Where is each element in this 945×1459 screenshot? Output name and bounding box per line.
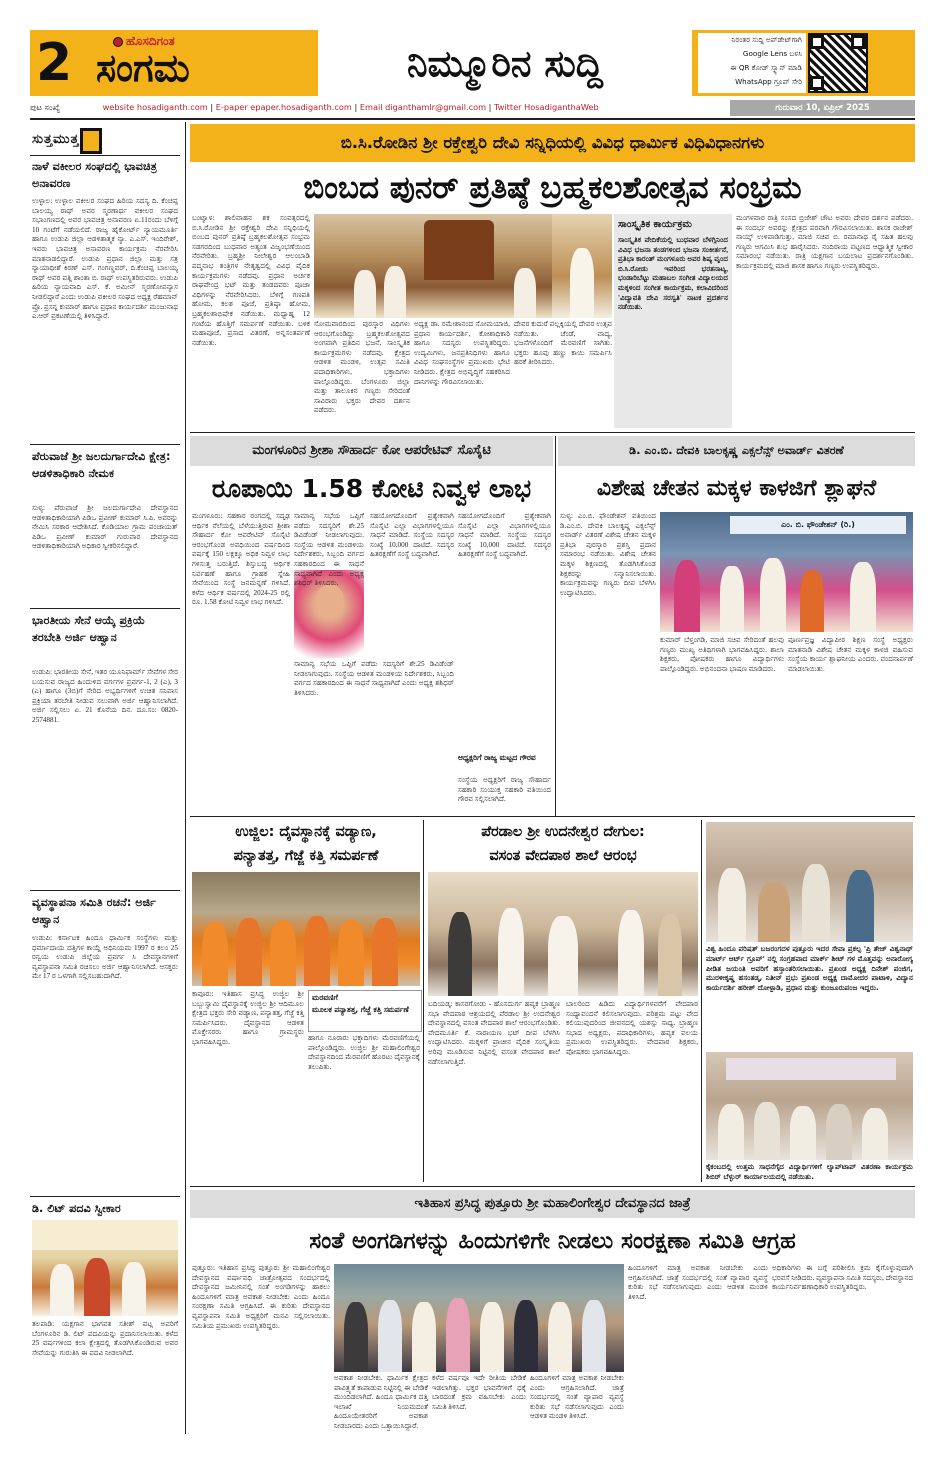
person-figure xyxy=(50,1264,74,1316)
person-figure xyxy=(760,558,786,632)
divider xyxy=(30,155,180,156)
lead-col-4: ದೇವರ ಕುದುರೆ ಪಲ್ಲಕ್ಕಿಯಲ್ಲಿ ದೇವರ ಉತ್ಸವ ನಡೆಯಿತು. ಚೆಂಡೆ, ವಾದ್ಯ, ಭಜನೆಗಳೊಂದಿಗೆ ಮೆರವಣಿಗೆ ಸಾಗಿತು. ಭಕ್ತರು ಹೂವು ಹಣ್ಣು ಕಾಯಿ ಸಮರ್ಪಿಸಿ ಹರಕೆ ತೀರಿಸಿದರು. xyxy=(514,320,612,367)
person-figure xyxy=(448,912,472,996)
brand-big: ಸಂಗಮ xyxy=(96,46,190,90)
sidebar-body: ತಲಪಾಡಿ: ಯಕ್ಷಗಾನ ಭಾಗವತ ಸತೀಶ್ ಪಟ್ಲ ಅವರಿಗೆ ಬೆಂಗಳೂರಿನ ಡಿ. ಲಿಟ್ ಪದವಿಯನ್ನು ಪ್ರದಾನಿಸಲಾಯಿತು. ಕಳೆದ 25 ವರ್ಷಗಳಿಂದ ಕಲಾ ಕ್ಷೇತ್ರದಲ್ಲಿ ತೊಡಗಿಸಿಕೊಂಡಿರುವ ಅವರ ಸೇವೆಯನ್ನು ಗುರುತಿಸಿ ಈ ಪದವಿ ನೀಡಲಾಗಿದೆ. xyxy=(32,1320,178,1357)
lead-col-1: ಬಂಟ್ವಾಳ: ಶಾಲಿವಾಹನ ಶಕ ಸಂವತ್ಸರದಲ್ಲಿ ಬಿ.ಸಿ.ರೋಡಿನ ಶ್ರೀ ರಕ್ತೇಶ್ವರಿ ದೇವಿ ಸನ್ನಿಧಿಯಲ್ಲಿ ಬಿಂಬದ ಪುನರ್ ಪ್ರತಿಷ್ಠೆ ಬ್ರಹ್ಮಕಲಶೋತ್ಸವ ಸಂಭ್ರಮ ಸಡಗರದಿಂದ ಬುಧವಾರ ಅತ್ಯಂತ ವಿಜೃಂಭಣೆಯಿಂದ ನೆರವೇರಿತು. ಬ್ರಹ್ಮಶ್ರೀ ನೀಲೇಶ್ವರ ಆಲಂಬಾಡಿ ಪದ್ಮನಾಭ ತಂತ್ರಿಗಳ ನೇತೃತ್ವದಲ್ಲಿ ವಿವಿಧ ವೈದಿಕ ಕಾರ್ಯಕ್ರಮಗಳು ನಡೆದವು. ಪ್ರಧಾನ ಅರ್ಚಕ ರಾಘವೇಂದ್ರ ಭಟ್ ಮತ್ತು ತಂಡದವರು ಪೂಜಾ ವಿಧಿಗಳನ್ನು ನೆರವೇರಿಸಿದರು. ಬೆಳಿಗ್ಗೆ ಗಣಪತಿ ಹೋಮ, ಕಲಶ ಪೂಜೆ, ಪ್ರತಿಷ್ಠಾ ಹೋಮ, ಬ್ರಹ್ಮಕಲಶಾಭಿಷೇಕ ನಡೆಯಿತು. ಮಧ್ಯಾಹ್ನ 12 ಗಂಟೆಯ ಹೊತ್ತಿಗೆ ಸಮರ್ಪಣೆ ನಡೆಯಿತು. ಬಳಿಕ ಮಹಾಪೂಜೆ, ಪ್ರಸಾದ ವಿತರಣೆ, ಅನ್ನಸಂತರ್ಪಣೆ ನಡೆಯಿತು. xyxy=(192,214,310,347)
person-figure xyxy=(674,560,700,632)
bottom-col-1: ಪುತ್ತೂರು: ಇತಿಹಾಸ ಪ್ರಸಿದ್ಧ ಪುತ್ತೂರು ಶ್ರೀ ಮಹಾಲಿಂಗೇಶ್ವರ ದೇವಸ್ಥಾನದ ವರ್ಷಾವಧಿ ಜಾತ್ರೋತ್ಸವದ ಸಂದರ್ಭದಲ್ಲಿ ದೇವಸ್ಥಾನದ ಜಮೀನಿನಲ್ಲಿ ಸಂತೆ ಅಂಗಡಿಗಳನ್ನು ಹಾಕಲು ಹಿಂದೂಗಳಿಗೆ ಮಾತ್ರ ಅವಕಾಶ ನೀಡಬೇಕು ಎಂದು ಹಿಂದೂ ಸಂರಕ್ಷಣಾ ಸಮಿತಿ ಆಗ್ರಹಿಸಿದೆ. ಈ ಕುರಿತು ದೇವಸ್ಥಾನದ ವ್ಯವಸ್ಥಾಪನಾ ಸಮಿತಿ ಅಧ್ಯಕ್ಷರಿಗೆ ಮನವಿ ಸಲ್ಲಿಸಲಾಯಿತು. ಸಮಿತಿಯ ಪ್ರಮುಖರು ಉಪಸ್ಥಿತರಿದ್ದರು. xyxy=(192,1264,330,1330)
sidebar-headline: ಡಿ. ಲಿಟ್ ಪದವಿ ಸ್ವೀಕಾರ xyxy=(32,1202,121,1215)
award-kicker: ಡಿ. ಎಂ.ಬಿ. ದೇವಕಿ ಬಾಲಕೃಷ್ಣ ಎಕ್ಸಲೆನ್ಸ್ ಅವಾರ್ಡ್ ವಿತರಣೆ xyxy=(629,444,844,457)
priest-figure xyxy=(514,268,536,318)
award-col-2: ಕುಮಾರ್ ಬೆಳ್ತಂಗಡಿ, ಮಾಜಿ ಸಚಿವ ಸೇರಿದಂತೆ ಹಲವು ಗಣ್ಯರು ಮುಖ್ಯ ಅತಿಥಿಗಳಾಗಿ ಭಾಗವಹಿಸಿದ್ದರು. ಶಾಲಾ ಶಿಕ್ಷಕರು, ಪೋಷಕರು ಹಾಗೂ ವಿದ್ಯಾರ್ಥಿಗಳು ಪಾಲ್ಗೊಂಡಿದ್ದರು. ಅಭಿನಂದನಾ ಭಾಷಣ ಮಾಡಿದರು. xyxy=(660,636,784,673)
website-link[interactable]: website hosadiganth.com xyxy=(102,102,208,112)
person-figure xyxy=(378,1300,402,1372)
email-link[interactable]: Email diganthamlr@gmail.com xyxy=(359,102,487,112)
bottom-col-2: ಅವಕಾಶ ನೀಡಬೇಕು. ಧಾರ್ಮಿಕ ಕ್ಷೇತ್ರದ ಪಾವಿತ್ರ್ಯತೆ ಕಾಪಾಡುವ ನಿಟ್ಟಿನಲ್ಲಿ ಈ ಬೇಡಿಕೆ ಮುಂದಿಡಲಾಗಿದೆ. ಹಿಂದೂ ಧಾರ್ಮಿಕ ದತ್ತಿ ಇಲಾಖೆ ನಿಯಮದಂತೆ ಹಿಂದೂಯೇತರರಿಗೆ ಅವಕಾಶ ನೀಡಬಾರದು ಎಂದು ಒತ್ತಾಯಿಸಿದ್ದಾರೆ. xyxy=(334,1374,428,1430)
person-figure xyxy=(800,570,824,632)
sidebar-headline: ಪೆರುವಾಜೆ ಶ್ರೀ ಜಲದುರ್ಗಾದೇವಿ ಕ್ಷೇತ್ರ: ಆಡಳಿತಾಧಿಕಾರಿ ನೇಮಕ xyxy=(32,450,171,480)
perdala-headline-1: ಪೆರಡಾಲ ಶ್ರೀ ಉದನೇಶ್ವರ ದೇಗುಲ: xyxy=(481,824,645,840)
lead-photo-2 xyxy=(552,214,612,318)
divider xyxy=(30,118,915,120)
qr-text xyxy=(698,33,806,93)
face-shape xyxy=(316,584,344,618)
qr-corner-square xyxy=(810,35,824,49)
person-figure xyxy=(498,908,524,996)
lead-col-3: ಅಧ್ಯಕ್ಷ ಡಾ. ರಮೇಶಾನಂದ ಸೋಮಯಾಜಿ, ಪ್ರಧಾನ ಕಾರ್ಯದರ್ಶಿ, ಕೋಶಾಧಿಕಾರಿ ಹಾಗೂ ಸದಸ್ಯರು ಉಪಸ್ಥಿತರಿದ್ದರು. ಉದ್ಯಮಿಗಳು, ಜನಪ್ರತಿನಿಧಿಗಳು ಹಾಗೂ ವಿವಿಧ ಸಂಘಸಂಸ್ಥೆಗಳ ಪ್ರಮುಖರು ಭೇಟಿ ನೀಡಿದರು. ಕ್ಷೇತ್ರದ ಅಭಿವೃದ್ಧಿಗೆ ಸಹಕರಿಸಿದ ದಾನಿಗಳನ್ನು ಗೌರವಿಸಲಾಯಿತು. xyxy=(414,320,510,386)
info-strip: ಪುಟ ಸಂಖ್ಯೆ website hosadiganth.com | E-paper epaper.hosadiganth.com | Email diganthamlr@gmail.com | Twitter HosadiganthaWeb xyxy=(30,99,915,116)
ujire-col-1: ಕಾವೂರು: ಇತಿಹಾಸ ಪ್ರಸಿದ್ಧ ಉಜ್ಜಿಲ ಶ್ರೀ ಬಬ್ಬುಸ್ವಾಮಿ ದೈವಸ್ಥಾನಕ್ಕೆ ಉಜ್ಜಿಲ ಶ್ರೀ ಆದಿಮೂಲ ಕ್ಷೇತ್ರದ ಭಕ್ತರು ಸೇರಿ ವಡ್ಯಾಣ, ಪನ್ಯಾತತ್ತ, ಗೆಜ್ಜೆ ಕತ್ತಿ ಸಮರ್ಪಿಸಿದರು. ದೈವಸ್ಥಾನದ ಆಡಳಿತ ಮೊಕ್ತೇಸರರು ಹಾಗೂ ಗ್ರಾಮಸ್ಥರು ಭಾಗವಹಿಸಿದ್ದರು. xyxy=(192,990,304,1046)
qr-corner-square xyxy=(810,76,824,90)
person-figure xyxy=(758,882,790,942)
perdala-col-1: ಬದಿಯಡ್ಕ: ಕಾಸರಗೋಡು - ಹೊಸದುರ್ಗ ಹವ್ಯಕ ಬ್ರಾಹ್ಮಣ ಸಭಾ ವೇದಪಾಠ ಆಶ್ರಯದಲ್ಲಿ ಪೆರಡಾಲ ಶ್ರೀ ಉದನೇಶ್ವರ ದೇವಸ್ಥಾನದಲ್ಲಿ ವಸಂತ ವೇದಪಾಠ ಶಾಲೆ ಆರಂಭಗೊಂಡಿತು. ವೇದಮೂರ್ತಿ ಕೆ. ನಾರಾಯಣ ಭಟ್ ದೀಪ ಬೆಳಗಿಸಿ ಉದ್ಘಾಟಿಸಿದರು. ಮಕ್ಕಳಿಗೆ ಪ್ರಾಚೀನ ವೈದಿಕ ಸಂಸ್ಕೃತಿಯ ಅರಿವು ಮೂಡಿಸುವ ನಿಟ್ಟಿನಲ್ಲಿ ವಸಂತ ವೇದಪಾಠ ಶಾಲೆ ನಡೆಸಲಾಗುತ್ತಿದೆ. xyxy=(428,1000,560,1066)
dlit-photo xyxy=(32,1220,178,1316)
divider xyxy=(190,432,915,433)
person-figure xyxy=(720,566,744,632)
bottom-col-5: ಹಿಂದೂಗಳಿಗೆ ಮಾತ್ರ ಅವಕಾಶ ನೀಡಬೇಕು ಎಂದು ಆಗ್ರಹಿಸಲಾಗಿದೆ. ಜಾತ್ರೆ ಸಂದರ್ಭದಲ್ಲಿ ಸಂತೆ ವ್ಯಾಪಾರ ವ್ಯವಸ್ಥೆ ಕುರಿತು ಸಭೆ ನಡೆಸಲಾಗುವುದು ಎಂದು ಆಡಳಿತ ಮಂಡಳಿ ತಿಳಿಸಿದೆ. xyxy=(628,1264,768,1301)
ujire-photo xyxy=(192,872,420,986)
column-divider xyxy=(701,820,702,1182)
devotee-figure xyxy=(338,920,364,986)
section-title: ನಿಮ್ಮೂರಿನ ಸುದ್ದಿ xyxy=(406,42,604,85)
person-figure xyxy=(412,1302,436,1372)
priest-figure xyxy=(384,266,406,318)
person-figure xyxy=(548,916,578,996)
devotee-figure xyxy=(304,916,330,986)
divider xyxy=(190,1186,915,1187)
perdala-col-2: ಬಾಲರಿಂದ ಹಿಡಿದು ವಿದ್ಯಾರ್ಥಿಗಳವರೆಗೆ ವೇದಪಾಠ ಸಂಧ್ಯಾವಂದನೆ ಕಲಿಸಲಾಗುವುದು. ಪರಿಶ್ರಮ ಪಟ್ಟು ವೇದ ಕಲಿಯುವುದರಿಂದ ಜೀವನದಲ್ಲಿ ಯಶಸ್ಸು ಸಾಧ್ಯ. ಬ್ರಾಹ್ಮಣ ಸಭಾದ ಅಧ್ಯಕ್ಷರು, ಪದಾಧಿಕಾರಿಗಳು, ಹವ್ಯಕ ವಲಯ ಪ್ರಮುಖರು ಉಪಸ್ಥಿತರಿದ್ದರು. ವೇದಪಾಠ ಶಿಕ್ಷಕರು, ಪೋಷಕರು ಭಾಗವಹಿಸಿದ್ದರು. xyxy=(566,1000,698,1056)
devotee-figure xyxy=(236,918,262,986)
coop-col-1: ಮಂಗಳೂರು: ಸಹಕಾರ ರಂಗದಲ್ಲಿ ಸದೃಢ ಆರ್ಥಿಕ ನೆಲೆಯಲ್ಲಿ ಬೆಳೆಯುತ್ತಿರುವ ಶ್ರೀಶಾ ಸೌಹಾರ್ದ ಕೋ ಆಪರೇಟಿವ್ ಸೊಸೈಟಿ ಆರಂಭಗೊಂಡ ಅವಧಿಯಿಂದ ವರ್ಷದಿಂದ ವರ್ಷಕ್ಕೆ 150 ಲಕ್ಷಕ್ಕೂ ಅಧಿಕ ನಿವ್ವಳ ಲಾಭ ಗಳಿಸುತ್ತ ಬರುತ್ತಿದೆ. ಶಿಸ್ತುಬದ್ಧ ಆರ್ಥಿಕ ನಿರ್ವಹಣೆ ಹಾಗೂ ಗ್ರಾಹಕ ಸ್ನೇಹಿ ಸೇವೆಯಿಂದ ಸಂಸ್ಥೆ ಜನಮನ್ನಣೆ ಗಳಿಸಿದೆ. ಕಳೆದ ಆರ್ಥಿಕ ವರ್ಷದಲ್ಲಿ 2024-25 ರಲ್ಲಿ ರೂ. 1.58 ಕೋಟಿ ನಿವ್ವಳ ಲಾಭ ಗಳಿಸಿದೆ. xyxy=(192,512,290,607)
divider xyxy=(30,608,180,609)
bottom-kicker: ಇತಿಹಾಸ ಪ್ರಸಿದ್ಧ ಪುತ್ತೂರು ಶ್ರೀ ಮಹಾಲಿಂಗೇಶ್ವರ ದೇವಸ್ಥಾನದ ಜಾತ್ರೆ xyxy=(414,1196,691,1211)
vhp-photo xyxy=(706,822,913,942)
page-number: 2 xyxy=(36,33,73,93)
ujire-caption-body: ಮೂಲಕ ಪನ್ಯಾತತ್ತ, ಗೆಜ್ಜೆ ಕತ್ತಿ ಸಮರ್ಪಣೆ xyxy=(312,1005,409,1014)
column-divider xyxy=(423,820,424,1182)
bottom-col-6: ಅಧಿಕಾರಿಗಳು ಈ ಬಗ್ಗೆ ಪರಿಶೀಲಿಸಿ ಕ್ರಮ ಕೈಗೊಳ್ಳುವುದಾಗಿ ಭರವಸೆ ನೀಡಿದರು. ವ್ಯವಸ್ಥಾಪನಾ ಸಮಿತಿ ಸದಸ್ಯರು, ದೇವಸ್ಥಾನದ ಕಾರ್ಯನಿರ್ವಹಣಾಧಿಕಾರಿ ಉಪಸ್ಥಿತರಿದ್ದರು. xyxy=(772,1264,913,1292)
lead-col-2: ಸೋಮವಾರದಿಂದ ಪುರಸ್ಕಾರ ವಿಧಿಗಳು ಆರಂಭಗೊಂಡಿದ್ದು ಬ್ರಹ್ಮಕಲಶೋತ್ಸವದ ಅಂಗವಾಗಿ ಪ್ರತಿದಿನ ಭಜನೆ, ಸಾಂಸ್ಕೃತಿಕ ಕಾರ್ಯಕ್ರಮಗಳು ನಡೆದವು. ಕ್ಷೇತ್ರದ ಆಡಳಿತ ಮಂಡಳಿ, ಉತ್ಸವ ಸಮಿತಿ ಪದಾಧಿಕಾರಿಗಳು, ಭಕ್ತಾದಿಗಳು ಪಾಲ್ಗೊಂಡಿದ್ದರು. ಬೆಂಗಳೂರು ಜಿಲ್ಲಾ ಮತ್ತು ತಾಲೂಕಿನ ಗಣ್ಯರು ಸೇರಿದಂತೆ ಸಾವಿರಾರು ಭಕ್ತರು ದೇವರ ದರ್ಶನ ಪಡೆದರು. xyxy=(314,320,410,415)
person-figure xyxy=(618,910,644,996)
person-figure xyxy=(862,1108,888,1160)
lead-kicker: ಬಿ.ಸಿ.ರೋಡಿನ ಶ್ರೀ ರಕ್ತೇಶ್ವರಿ ದೇವಿ ಸನ್ನಿಧಿಯಲ್ಲಿ ವಿವಿಧ ಧಾರ್ಮಿಕ ವಿಧಿವಿಧಾನಗಳು xyxy=(340,133,765,152)
bottom-col-3: ಕಳೆದ ವರ್ಷವೂ ಇದೇ ರೀತಿಯ ಬೇಡಿಕೆ ಇಡಲಾಗಿತ್ತು. ಭಕ್ತರ ಭಾವನೆಗಳಿಗೆ ಧಕ್ಕೆ ಬಾರದಂತೆ ಕ್ರಮ ವಹಿಸಬೇಕು ಎಂದು ಸಮಿತಿ ತಿಳಿಸಿದೆ. xyxy=(432,1374,526,1411)
sidebar-body: ಉಡುಪಿ: ಭಾರತೀಯ ಸೇನೆ, ಇತರ ಯೂನಿಫಾರ್ಮ್ ಸೇವೆಗಳ ಸೇರ ಬಯಸುವ ರಾಜ್ಯದ ಹಿಂದುಳಿದ ವರ್ಗಗಳ ಪ್ರವರ್ಗ-1, 2 (ಎ), 3 (ಎ) ಹಾಗೂ (3ಬಿ)ಗೆ ಸೇರಿದ ಅಭ್ಯರ್ಥಿಗಳಿಗೆ ಉಚಿತ ಸನಿವಾಸ ಪ್ರಕ್ರಿಯಾ ತರಬೇತಿ ನೀಡುವ ಸಲುವಾಗಿ ಅರ್ಜಿ ಆಹ್ವಾನಿಸಲಾಗಿದೆ. ಅರ್ಜಿ ಸಲ್ಲಿಸಲು ಏ. 21 ಕೊನೆಯ ದಿನ. ದೂ.ಸಂ: 0820-2574881. xyxy=(32,668,178,724)
person-figure xyxy=(344,1302,368,1372)
column-divider xyxy=(555,436,556,816)
qr-corner-square xyxy=(851,35,865,49)
priest-figure xyxy=(354,270,376,318)
divider xyxy=(30,444,180,445)
sidebar-headline: ಭಾರತೀಯ ಸೇನೆ ಆಯ್ಕೆ ಪ್ರಕ್ರಿಯೆ ತರಬೇತಿ ಅರ್ಜಿ ಆಹ್ವಾನ xyxy=(32,614,146,644)
sidebar-body: ಸುಳ್ಯ: ಪೆರುವಾಜೆ ಶ್ರೀ ಜಲದುರ್ಗಾದೇವಿ ದೇವಸ್ಥಾನದ ಆಡಳಿತಾಧಿಕಾರಿಯಾಗಿ ಪಿಡಿಒ ಪ್ರವೀಣ್ ಕುಮಾರ್ ಸಿ.ಪಿ. ಅವರನ್ನು ನೇಮಿಸಿ ಸರಕಾರ ಆದೇಶಿಸಿದೆ. ಕೊಡಿಯಾಲ ಗ್ರಾಮ ಪಂಚಾಯತ್ ಪಿಡಿಒ ಪ್ರವೀಣ್ ಕುಮಾರ್ ಗುರುವಾರ ದೇವಸ್ಥಾನದ ಆಡಳಿತಾಧಿಕಾರಿಯಾಗಿ ಅಧಿಕಾರ ಸ್ವೀಕರಿಸಲಿದ್ದಾರೆ. xyxy=(32,504,178,551)
banner-shape xyxy=(32,1220,178,1250)
qr-line: ಈ QR ಕೋಡ್ ಸ್ಕ್ಯಾನ್ ಮಾಡಿ xyxy=(730,63,802,72)
twitter-link[interactable]: Twitter HosadiganthaWeb xyxy=(494,102,599,112)
person-figure xyxy=(846,870,874,942)
person-figure xyxy=(122,1262,146,1316)
vhp-caption: ವಿಶ್ವ ಹಿಂದೂ ಪರಿಷತ್ ಬಜರಂಗದಳ ಪುತ್ತೂರು ಇದರ ಸೇವಾ ಪ್ರಕಲ್ಪ 'ಪ್ರಿ ತೇಜ್ ವಿಶ್ವನಾಥ್ ಮಾರ್ಟ್ ಆರ್ಟ್ ಗ್ರೂಪ್' ನಲ್ಲಿ ಸಂಗ್ರಹವಾದ ಮಾರ್ಕ್ ಶೀಟ್ ಗಳ ಮೊತ್ತವನ್ನು ಅನಾರೋಗ್ಯ ಪೀಡಿತ ಜಯಂತಿ ಅವರಿಗೆ ಹಸ್ತಾಂತರಿಸಲಾಯಿತು. ಪ್ರಖಂಡ ಅಧ್ಯಕ್ಷ ದಿನೇಶ್ ಪಂಜಿಗ, ಮುರಳೀಕೃಷ್ಣ ಹಸಂತಡ್ಕ, ನಿತೀನ್ ಪ್ರಭು ಪ್ರಖಂಡ ಅಧ್ಯಕ್ಷ ದಾಮೋದರ ಪಾಟಾಳಿ, ವಿದ್ಯಾನ ಕಾರ್ಯದರ್ಶಿ ಹರೀಶ್ ದೋಳ್ಪಾಡಿ, ಪ್ರಧಾನ ಮತ್ತು ಕುಂಜೂರುಪಂಜ ಇದ್ದರು. xyxy=(706,944,913,993)
culture-box-body: ಸಾಂಸ್ಕೃತಿಕ ವೇದಿಕೆಯಲ್ಲಿ ಬುಧವಾರ ಬೆಳಗ್ಗಿನಿಂದ ವಿವಿಧ ಭಜನಾ ತಂಡಗಳಿಂದ ಭಜನಾ ಸಂಕೀರ್ತನೆ, ಪ್ರತಿಭಾ ಕಾರಂತ್ ಮಂಗಳೂರು ಅವರ ಶಿಷ್ಯ ವೃಂದ ಬಿ.ಸಿ.ರೋಡು ಇವರಿಂದ ಭರತನಾಟ್ಯ, ಭಂಡಾರಿಬೆಟ್ಟು ಮಹಾಬಲ ಸಂಗೀತ ವಿದ್ಯಾಲಯದ ಮಕ್ಕಳಿಂದ ಸಂಗೀತ ಕಾರ್ಯಕ್ರಮ, ಕಲಾವಿದರಿಂದ 'ವಿದ್ಯಾವತಿ ದೇವಿ ಸರಸ್ವತಿ' ನಾಟಕ ಪ್ರದರ್ಶನ ನಡೆಯಿತು. xyxy=(618,236,728,312)
sidebar-body: ಉಡುಪಿ: ಕರ್ನಾಟಕ ಹಿಂದೂ ಧಾರ್ಮಿಕ ಸಂಸ್ಥೆಗಳು ಮತ್ತು ಧರ್ಮಾದಾಯ ದತ್ತಿಗಳ ಕಾಯ್ದೆ ಅಧಿನಿಯಮ 1997 ರ ಕಲಂ 25 ರನ್ವಯ ಉಡುಪಿ ಜಿಲ್ಲೆಯ ಪ್ರವರ್ಗ ಸಿ ದೇವಸ್ಥಾನಗಳಿಗೆ ವ್ಯವಸ್ಥಾಪನಾ ಸಮಿತಿ ರಚಿಸಲು ಅರ್ಜಿ ಆಹ್ವಾನಿಸಲಾಗಿದೆ. ಆಸಕ್ತರು ಮೇ 17 ರ ಒಳಗಾಗಿ ಸಲ್ಲಿಸಬಹುದಾಗಿದೆ. xyxy=(32,934,178,981)
person-figure xyxy=(754,1102,780,1160)
devotee-figure xyxy=(202,922,228,986)
coop-headline: ರೂಪಾಯಿ 1.58 ಕೋಟಿ ನಿವ್ವಳ ಲಾಭ xyxy=(211,474,532,503)
laptop-caption: ಕೈಕಂಬದಲ್ಲಿ ಉತ್ತಮ ಸಾಧನೆಗೈದ ವಿದ್ಯಾರ್ಥಿಗಳಿಗೆ ಲ್ಯಾಪ್‌ಟಾಪ್ ವಿತರಣಾ ಕಾರ್ಯಕ್ರಮ ಶಿಬಿರ್ ಬೆಳ್ಳುರ್ ಕಾರ್ಯಾಲಯದಲ್ಲಿ ನಡೆಯಿತು. xyxy=(706,1162,913,1181)
sidebar-body: ಉಳ್ಳಾಲ: ಉಳ್ಳಾಲ ವಕೀಲರ ಸಂಘದ ಹಿರಿಯ ಸದಸ್ಯ ದಿ. ಕೆಂಚಪ್ಪ ಬಾಲಯ್ಯ ರಾಥ್ ಅವರ ಸ್ಮರಣಾರ್ಥ ವಕೀಲರ ಸಂಘದ ಸಭಾಂಗಣದಲ್ಲಿ ಅವರ ಭಾವಚಿತ್ರ ಅನಾವರಣ ಏ.11ರಂದು ಬೆಳಿಗ್ಗೆ 10 ಗಂಟೆಗೆ ನಡೆಯಲಿದೆ. ರಾಜ್ಯ ಹೈಕೋರ್ಟ್ ನ್ಯಾಯಮೂರ್ತಿ ಹಾಗೂ ಉಡುಪಿ ಜಿಲ್ಲಾ ಆಡಳಿತಾತ್ಮಕ ನ್ಯಾ. ಎ.ಎಸ್. ಇಂದಿರೇಶ್, ಇವರು ಭಾವಚಿತ್ರ ಅನಾವರಣ ಕಾರ್ಯಕ್ರಮ ನೆರವೇರಿಸಿ ಮಾತನಾಡಲಿದ್ದಾರೆ. ಉಡುಪಿ ಪ್ರಧಾನ ಜಿಲ್ಲಾ ಮತ್ತು ಸತ್ರ ನ್ಯಾಯಾಧೀಶೆ ಕಿರಣ್ ಎಸ್. ಗಂಗಣ್ಣವರ್, ದಿ.ಕೆಂಚಪ್ಪ ಬಾಲಯ್ಯ ರಾಥ್ ಅವರ ಪತ್ನಿ ಶಾಂತಾ ಬಿ. ರಾಥ್ ಉಪಸ್ಥಿತರಿರುವರು. ಉಡುಪಿ ಹಿರಿಯ ನ್ಯಾಯವಾದಿ ಎಸ್. ಕೆ. ಅಮೀನ್ ಸ್ಮರಣೋಪನ್ಯಾಸ ನೀಡಲಿದ್ದಾರೆ ಎಂದು ಉಡುಪಿ ವಕೀಲರ ಸಂಘದ ಅಧ್ಯಕ್ಷ ರೆಹಮಾನ್ ಪ್ರೊ. ಪ್ರಸನ್ನ ಕುಮಾರ್ ಹಾಗೂ ಪ್ರಧಾನ ಕಾರ್ಯದರ್ಶಿ ಮಂಜುನಾಥ ಎ.ಆರ್ ಪ್ರಕಟಣೆಯಲ್ಲಿ ತಿಳಿಸಿದ್ದಾರೆ. xyxy=(32,197,178,321)
award-col-3: ಪೂರ್ಣಪ್ರಜ್ಞ ವಿದ್ಯಾಪೀಠ ಶಿಕ್ಷಣ ಸಂಸ್ಥೆ ಅಧ್ಯಕ್ಷರು ಮಾತನಾಡಿ ವಿಶೇಷ ಚೇತನ ಮಕ್ಕಳ ಕಾಳಜಿ ವಹಿಸುವ ಸಂಸ್ಥೆಯ ಕಾರ್ಯ ಶ್ಲಾಘನೀಯ ಎಂದರು. ವಂದನಾರ್ಪಣೆ ಮಾಡಲಾಯಿತು. xyxy=(788,636,913,673)
column-divider xyxy=(185,122,186,1434)
qr-line: Google Lens ಬಳಸಿ xyxy=(742,49,802,58)
person-figure xyxy=(658,914,682,996)
person-figure xyxy=(582,1300,606,1372)
priest-figure xyxy=(570,248,594,318)
person-figure xyxy=(850,562,876,632)
divider xyxy=(30,890,180,891)
divider xyxy=(30,1196,180,1197)
coop-subhead: ಆಧ್ಯಕ್ಷರಿಗೆ ರಾಜ್ಯ ಮಟ್ಟದ ಗೌರವ xyxy=(458,753,536,762)
perdala-photo xyxy=(428,872,698,996)
coop-col-3: ಸಹಯೋಗದೊಂದಿಗೆ ಪ್ರತ್ಯೇಕವಾಗಿ ಸೊಸೈಟಿ ಎಲ್ಲಾ ವಿಭಾಗಗಳಲ್ಲಿಯೂ ಸಾಧನೆ ಮಾಡಿದೆ. ಸಂಸ್ಥೆಯ ಸದಸ್ಯರ ಸಂಖ್ಯೆ 10,000 ದಾಟಿದೆ. ಸದಸ್ಯರ ಹಿತರಕ್ಷಣೆಗೆ ಸಂಸ್ಥೆ ಬದ್ಧವಾಗಿದೆ. xyxy=(370,512,454,559)
coop-col-4b: ಸಂಸ್ಥೆಯ ಅಧ್ಯಕ್ಷರಿಗೆ ರಾಜ್ಯ ಸೌಹಾರ್ದ ಸಹಕಾರಿ ಸಂಯುಕ್ತ ಸಹಕಾರಿ ವತಿಯಿಂದ ಗೌರವ ಸಲ್ಲಿಸಲಾಗಿದೆ. xyxy=(458,776,551,804)
ujire-headline-2: ಪನ್ಯಾತತ್ತ, ಗೆಜ್ಜೆ ಕತ್ತಿ ಸಮರ್ಪಣೆ xyxy=(233,848,379,864)
award-banner: ಎಂ. ಬಿ. ಫೌಂಡೇಶನ್ (ರಿ.) xyxy=(730,516,906,534)
devotee-figure xyxy=(270,920,296,986)
culture-box-title: ಸಾಂಸ್ಕೃತಿಕ ಕಾರ್ಯಕ್ರಮ xyxy=(618,219,692,230)
devotee-figure xyxy=(372,918,398,986)
laptop-photo xyxy=(706,1052,913,1160)
person-figure xyxy=(84,1258,110,1316)
epaper-link[interactable]: E-paper epaper.hosadiganth.com xyxy=(215,102,352,112)
bottom-photo xyxy=(334,1264,624,1372)
coop-col-2: ಸಾಮಾನ್ಯ ಸಭೆಯ ಒಪ್ಪಿಗೆ ಪಡೆದು ಸದಸ್ಯರಿಗೆ ಶೇ.25 ಡಿವಿಡೆಂಡ್ ನೀಡಲಾಗುವುದು. ಸಂಸ್ಥೆಯ ಆಡಳಿತ ಮಂಡಳಿಯ ನಿರ್ದೇಶಕರು, ಸಿಬ್ಬಂದಿ ವರ್ಗದ ಸಹಕಾರದಿಂದ ಈ ಸಾಧನೆ ಸಾಧ್ಯವಾಗಿದೆ ಎಂದು ಅಧ್ಯಕ್ಷ ಶಶಿಧರ್ ತಿಳಿಸಿದರು. xyxy=(294,512,364,588)
person-figure xyxy=(826,1104,852,1160)
ujire-col-2: ಹಾಗೂ ನೂರಾರು ಭಕ್ತಾದಿಗಳು ಮೆರವಣಿಗೆಯಲ್ಲಿ ಪಾಲ್ಗೊಂಡಿದ್ದರು. ಉಜ್ಜಿಲ ಶ್ರೀ ಮಹಾಲಿಂಗೇಶ್ವರ ದೇವಸ್ಥಾನದಿಂದ ಮೆರವಣಿಗೆ ಹೊರಟು ದೈವಸ್ಥಾನಕ್ಕೆ ತಲುಪಿತು. xyxy=(308,1034,420,1071)
door-icon xyxy=(80,128,102,154)
person-figure xyxy=(718,1104,744,1160)
person-figure xyxy=(514,1300,538,1372)
bottom-headline: ಸಂತೆ ಅಂಗಡಿಗಳನ್ನು ಹಿಂದುಗಳಿಗೇ ನೀಡಲು ಸಂರಕ್ಷಣಾ ಸಮಿತಿ ಆಗ್ರಹ xyxy=(309,1228,796,1254)
coop-kicker: ಮಂಗಳೂರಿನ ಶ್ರೀಶಾ ಸೌಹಾರ್ದ ಕೋ ಆಪರೇಟಿವ್ ಸೊಸೈಟಿ xyxy=(252,443,491,458)
coop-col-2b: ಸಾಮಾನ್ಯ ಸಭೆಯ ಒಪ್ಪಿಗೆ ಪಡೆದು ಸದಸ್ಯರಿಗೆ ಶೇ.25 ಡಿವಿಡೆಂಡ್ ನೀಡಲಾಗುವುದು. ಸಂಸ್ಥೆಯ ಆಡಳಿತ ಮಂಡಳಿಯ ನಿರ್ದೇಶಕರು, ಸಿಬ್ಬಂದಿ ವರ್ಗದ ಸಹಕಾರದಿಂದ ಈ ಸಾಧನೆ ಸಾಧ್ಯವಾಗಿದೆ ಎಂದು ಅಧ್ಯಕ್ಷ ಶಶಿಧರ್ ತಿಳಿಸಿದರು. xyxy=(294,660,454,697)
shrine-shape xyxy=(424,220,494,280)
award-photo xyxy=(660,512,913,632)
coop-col-4: ಸಹಯೋಗದೊಂದಿಗೆ ಪ್ರತ್ಯೇಕವಾಗಿ ಸೊಸೈಟಿ ಎಲ್ಲಾ ವಿಭಾಗಗಳಲ್ಲಿಯೂ ಸಾಧನೆ ಮಾಡಿದೆ. ಸಂಸ್ಥೆಯ ಸದಸ್ಯರ ಸಂಖ್ಯೆ 10,000 ದಾಟಿದೆ. ಸದಸ್ಯರ ಹಿತರಕ್ಷಣೆಗೆ ಸಂಸ್ಥೆ ಬದ್ಧವಾಗಿದೆ. xyxy=(458,512,551,559)
strip-page-label: ಪುಟ ಸಂಖ್ಯೆ xyxy=(30,102,61,112)
sidebar-headline: ನಾಳೆ ವಕೀಲರ ಸಂಘದಲ್ಲಿ ಭಾವಚಿತ್ರ ಅನಾವರಣ xyxy=(32,160,157,190)
sidebar-header: ಸುತ್ತಮುತ್ತ xyxy=(32,132,80,147)
person-figure xyxy=(718,868,746,942)
person-figure xyxy=(790,1106,816,1160)
qr-line: WhatsApp ಗ್ರೂಪ್ ಸೇರಿ xyxy=(735,77,802,86)
perdala-headline-2: ವಸಂತ ವೇದಪಾಠ ಶಾಲೆ ಆರಂಭ xyxy=(489,848,637,864)
qr-line: ನಿರಂತರ ಸುದ್ದಿ ಅಪ್‌ಡೇಟ್‌ಗಾಗಿ xyxy=(731,35,802,44)
divider xyxy=(190,816,915,817)
ujire-headline-1: ಉಜ್ಜಿಲ: ದೈವಸ್ಥಾನಕ್ಕೆ ವಡ್ಯಾಣ, xyxy=(235,824,377,840)
bottom-col-4: ಹಿಂದೂಗಳಿಗೆ ಮಾತ್ರ ಅವಕಾಶ ನೀಡಬೇಕು ಎಂದು ಆಗ್ರಹಿಸಲಾಗಿದೆ. ಜಾತ್ರೆ ಸಂದರ್ಭದಲ್ಲಿ ಸಂತೆ ವ್ಯಾಪಾರ ವ್ಯವಸ್ಥೆ ಕುರಿತು ಸಭೆ ನಡೆಸಲಾಗುವುದು ಎಂದು ಆಡಳಿತ ಮಂಡಳಿ ತಿಳಿಸಿದೆ. xyxy=(530,1374,624,1421)
person-figure xyxy=(548,1302,572,1372)
brand-small: ಹೊಸದಿಗಂತ xyxy=(126,34,175,48)
award-col-1: ಸುಳ್ಯ: ಎಂ.ಬಿ. ಫೌಂಡೇಶನ್ ವತಿಯಿಂದ ಡಿ.ಎಂ.ಬಿ. ದೇವಕಿ ಬಾಲಕೃಷ್ಣ ಎಕ್ಸಲೆನ್ಸ್ ಅವಾರ್ಡ್ ವಿತರಣೆ ವಿಶೇಷ ಚೇತನ ಮಕ್ಕಳ ಪ್ರತಿಭಾ ಪುರಸ್ಕಾರ ಪ್ರಶಸ್ತಿ ಪ್ರದಾನ ಸಮಾರಂಭ ನಡೆಯಿತು. ವಿಶೇಷ ಚೇತನ ಮಕ್ಕಳ ಶಿಕ್ಷಣದಲ್ಲಿ ತೊಡಗಿಸಿಕೊಂಡ ಶಿಕ್ಷಕರನ್ನು ಸನ್ಮಾನಿಸಲಾಯಿತು. ಕಾರ್ಯಕ್ರಮವನ್ನು ಗಣ್ಯರು ದೀಪ ಬೆಳಗಿಸಿ ಉದ್ಘಾಟಿಸಿದರು. xyxy=(560,512,656,597)
lead-col-5: ಮಂಗಳವಾರ ರಾತ್ರಿ ಸಂಸದ ಬ್ರಿಜೇಶ್ ಚೌಟ ಅವರು ದೇವರ ದರ್ಶನ ಪಡೆದರು. ಈ ಸಂದರ್ಭ ಅವರನ್ನು ಕ್ಷೇತ್ರದ ಪರವಾಗಿ ಗೌರವಿಸಲಾಯಿತು. ಶಾಸಕ ರಾಜೇಶ್ ನಾಯ್ಕ್ ಉಳಿಪಾಡಿಗುತ್ತು, ಮಾಜಿ ಸಚಿವ ಬಿ. ರಮಾನಾಥ ರೈ ಸಹಿತ ಹಲವು ಗಣ್ಯರು ಆಗಮಿಸಿ ಶುಭ ಹಾರೈಸಿದರು. ನಂದಿರಾಯ ಪಟ್ಟಣದ ಆಧ್ಯಾತ್ಮಿಕ ಸ್ವೀಕಾರ ಸಮಾರಂಭ ನಡೆಯಿತು. ರಾತ್ರಿ ಯಕ್ಷಗಾನ ಬಯಲಾಟ ಪ್ರದರ್ಶನಗೊಂಡಿತು. ಕಾರ್ಯಕ್ರಮದಲ್ಲಿ ಮಾಜಿ ಶಾಸಕ ಹಾಗೂ ಗಣ್ಯರು ಉಪಸ್ಥಿತರಿದ್ದರು. xyxy=(736,214,913,270)
person-figure xyxy=(480,1302,504,1372)
banner-shape xyxy=(726,1058,896,1080)
person-figure xyxy=(802,864,830,942)
person-figure xyxy=(446,1298,470,1372)
date-badge: ಗುರುವಾರ 10, ಏಪ್ರಿಲ್ 2025 xyxy=(730,100,915,116)
sidebar xyxy=(30,122,180,1434)
ujire-caption-title: ಮರವಣಿಗೆ xyxy=(312,993,338,1002)
lead-headline: ಬಿಂಬದ ಪುನರ್ ಪ್ರತಿಷ್ಠೆ ಬ್ರಹ್ಮಕಲಶೋತ್ಸವ ಸಂಭ್ರಮ xyxy=(303,170,802,206)
sidebar-headline: ವ್ಯವಸ್ಥಾಪನಾ ಸಮಿತಿ ರಚನೆ: ಅರ್ಜಿ ಆಹ್ವಾನ xyxy=(32,896,156,926)
award-headline: ವಿಶೇಷ ಚೇತನ ಮಕ್ಕಳ ಕಾಳಜಿಗೆ ಶ್ಲಾಘನೆ xyxy=(596,476,877,501)
